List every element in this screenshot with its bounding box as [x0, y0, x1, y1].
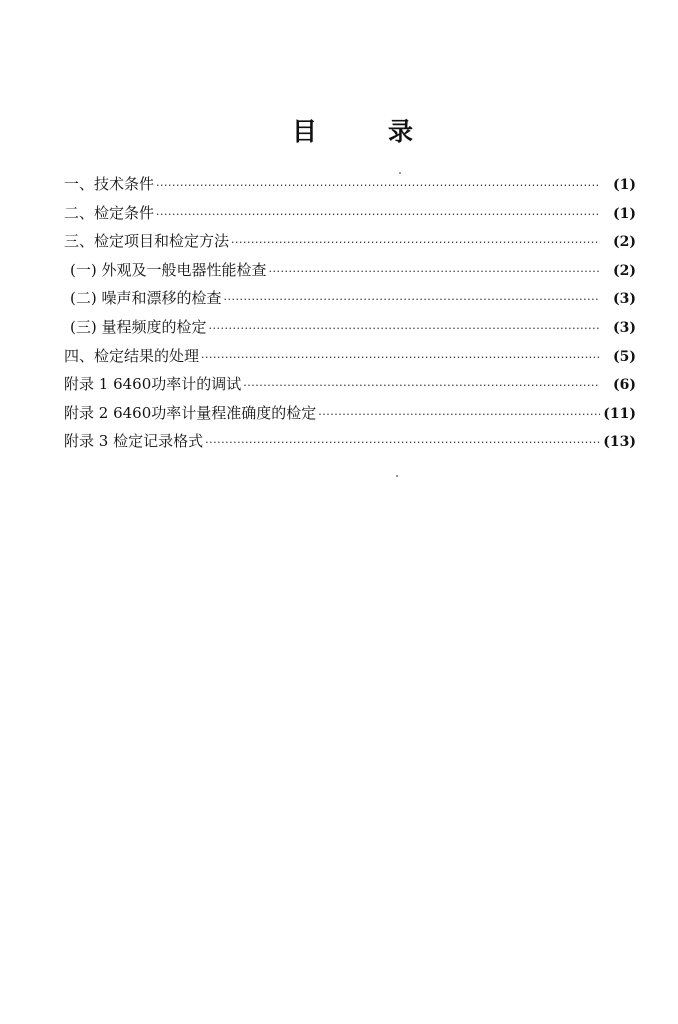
toc-entry-page: (1)	[613, 177, 636, 193]
toc-entry-label: (二) 噪声和漂移的检查	[70, 289, 222, 308]
toc-leader-dots	[156, 201, 600, 230]
toc-entry-page: (1)	[613, 205, 636, 222]
toc-entry	[64, 256, 636, 285]
toc-entry	[64, 342, 636, 371]
toc-entry-page: (2)	[613, 234, 636, 251]
toc-leader-dots	[205, 429, 600, 458]
toc-entry	[64, 199, 636, 228]
toc-entry-label: (三) 量程频度的检定	[70, 317, 207, 336]
toc-entry-label: 一、技术条件	[64, 175, 155, 193]
title-char-1: 目	[292, 117, 318, 146]
toc-entry	[64, 313, 636, 342]
toc-entry-page: (3)	[613, 319, 636, 336]
toc-entry-page: (6)	[613, 377, 636, 394]
page-title	[0, 112, 678, 148]
toc-entry-page: (5)	[613, 348, 636, 365]
scan-speck	[399, 172, 401, 174]
toc-leader-dots	[156, 172, 600, 201]
toc-leader-dots	[318, 401, 600, 430]
toc-leader-dots	[223, 286, 600, 315]
toc-entry	[64, 370, 636, 399]
toc-entry-label: 附录 2 6460功率计量程准确度的检定	[64, 403, 317, 422]
toc-entry	[64, 284, 636, 313]
toc-entry-label: 四、检定结果的处理	[64, 346, 200, 365]
toc-leader-dots	[243, 372, 600, 401]
toc-entry-label: 附录 1 6460功率计的调试	[64, 375, 242, 394]
toc-entry-page: (13)	[603, 434, 636, 451]
toc-entry	[64, 170, 636, 199]
toc-entry-page: (3)	[613, 291, 636, 308]
toc-entry	[64, 227, 636, 256]
toc-leader-dots	[268, 258, 600, 287]
toc-entry-page: (2)	[613, 262, 636, 279]
table-of-contents	[64, 170, 636, 456]
scan-speck	[396, 475, 398, 477]
toc-leader-dots	[231, 229, 600, 258]
toc-leader-dots	[201, 344, 600, 373]
title-char-2: 录	[388, 117, 414, 146]
toc-entry	[64, 427, 636, 456]
toc-entry-label: 三、检定项目和检定方法	[64, 232, 230, 251]
toc-entry-label: 二、检定条件	[64, 203, 155, 222]
toc-entry-page: (11)	[603, 405, 636, 422]
toc-leader-dots	[208, 315, 600, 344]
toc-entry	[64, 399, 636, 428]
toc-entry-label: (一) 外观及一般电器性能检查	[70, 260, 267, 279]
toc-entry-label: 附录 3 检定记录格式	[64, 432, 204, 451]
